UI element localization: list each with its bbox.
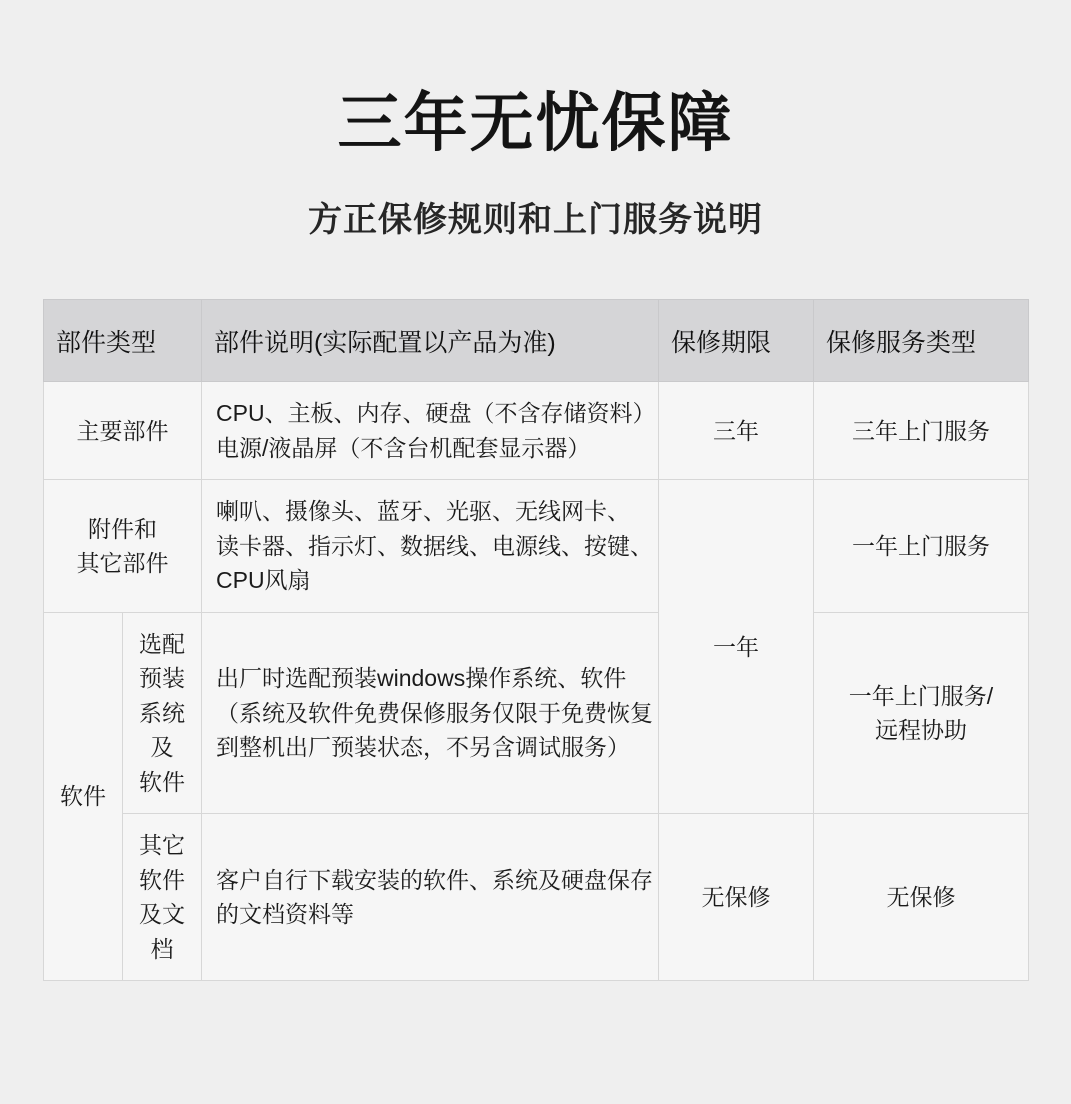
- cell-software-group: 软件: [44, 612, 123, 981]
- cell-software-subtype: [123, 814, 202, 981]
- cell-service-type: 无保修: [814, 814, 1029, 981]
- type-line: 附件和: [88, 515, 157, 542]
- cell-warranty-period: 三年: [659, 382, 814, 480]
- desc-line: 喇叭、摄像头、蓝牙、光驱、无线网卡、: [216, 498, 630, 525]
- column-header-service-type: 保修服务类型: [814, 300, 1029, 382]
- column-header-part-desc: 部件说明(实际配置以产品为准): [202, 300, 659, 382]
- desc-line: 电源/液晶屏（不含台机配套显示器）: [216, 434, 591, 461]
- desc-line: CPU风扇: [216, 567, 311, 594]
- table-body: [44, 382, 1029, 981]
- desc-line: （系统及软件免费保修服务仅限于免费恢复: [216, 699, 653, 726]
- table-row: [44, 480, 1029, 613]
- page-title: 三年无忧保障: [337, 87, 734, 159]
- cell-service-type: [814, 612, 1029, 814]
- cell-service-type: 三年上门服务: [814, 382, 1029, 480]
- cell-part-desc: [202, 612, 659, 814]
- desc-line: 出厂时选配预装windows操作系统、软件: [216, 665, 627, 692]
- warranty-table: [43, 299, 1029, 981]
- column-header-part-type: 部件类型: [44, 300, 202, 382]
- desc-line: 读卡器、指示灯、数据线、电源线、按键、: [216, 532, 653, 559]
- cell-warranty-period: 无保修: [659, 814, 814, 981]
- table-row: [44, 382, 1029, 480]
- service-line: 远程协助: [875, 717, 967, 744]
- table-header-row: [44, 300, 1029, 382]
- cell-warranty-period: 一年: [659, 480, 814, 814]
- column-header-warranty-period: 保修期限: [659, 300, 814, 382]
- subtype-line: 软件: [139, 866, 185, 893]
- cell-service-type: 一年上门服务: [814, 480, 1029, 613]
- cell-part-desc: [202, 480, 659, 613]
- subtype-line: 其它: [139, 832, 185, 859]
- table-header: [44, 300, 1029, 382]
- warranty-table-wrap: [43, 299, 1028, 981]
- cell-software-subtype: [123, 612, 202, 814]
- subtype-line: 预装: [139, 665, 185, 692]
- table-row: [44, 612, 1029, 814]
- cell-part-type: [44, 480, 202, 613]
- subtype-line: 系统及: [139, 699, 185, 761]
- desc-line: CPU、主板、内存、硬盘（不含存储资料）: [216, 400, 656, 427]
- cell-part-desc: [202, 382, 659, 480]
- table-row: [44, 814, 1029, 981]
- subtype-line: 软件: [139, 768, 185, 795]
- desc-line: 客户自行下载安装的软件、系统及硬盘保存: [216, 866, 653, 893]
- type-line: 其它部件: [76, 550, 169, 577]
- subtype-line: 及文档: [139, 901, 185, 962]
- desc-line: 的文档资料等: [216, 901, 354, 928]
- desc-line: 到整机出厂预装状态，不另含调试服务）: [216, 734, 630, 761]
- subtype-line: 选配: [139, 630, 185, 657]
- service-line: 一年上门服务/: [848, 682, 994, 709]
- cell-part-desc: [202, 814, 659, 981]
- page-subtitle: 方正保修规则和上门服务说明: [308, 201, 763, 240]
- cell-part-type: 主要部件: [44, 382, 202, 480]
